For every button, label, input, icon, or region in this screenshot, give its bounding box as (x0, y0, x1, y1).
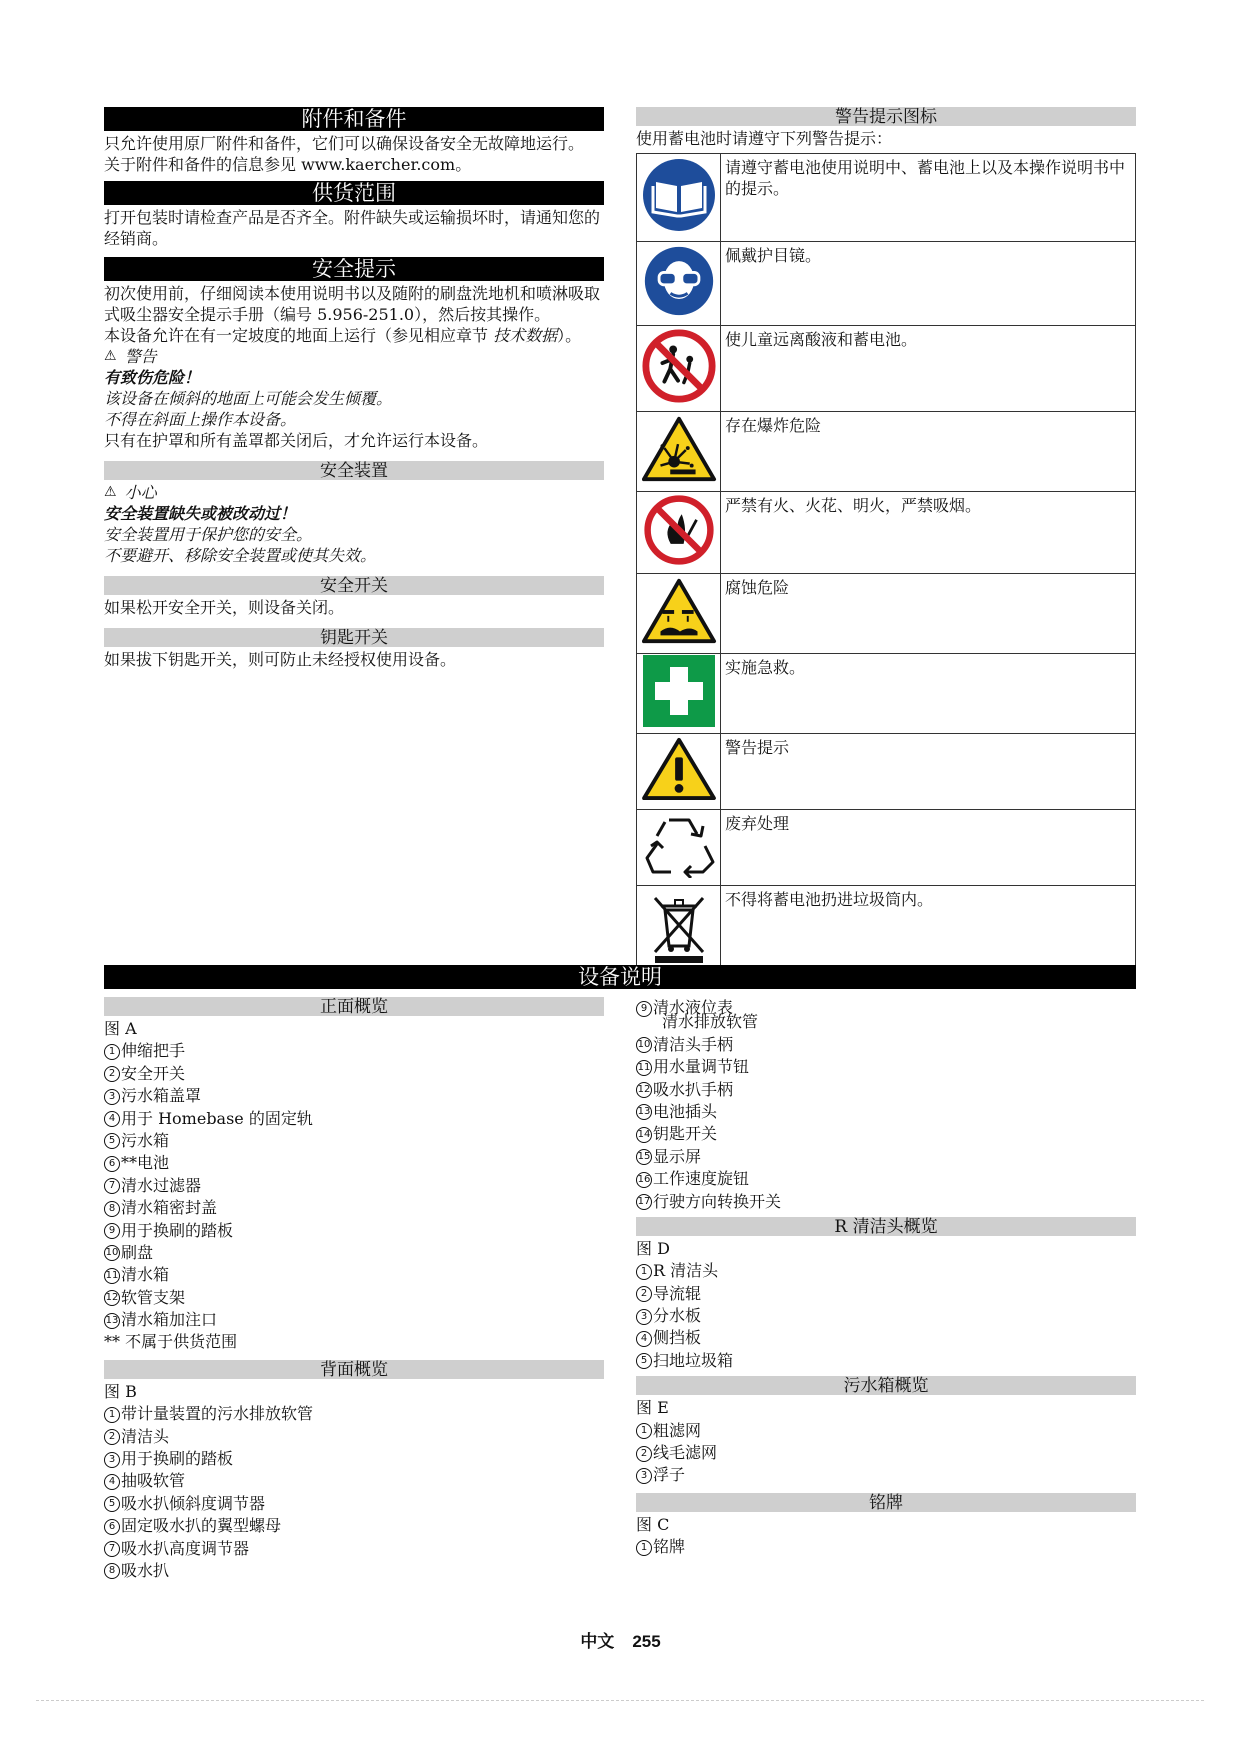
warning-label-line (104, 346, 604, 367)
caution-line-1: 安全装置用于保护您的安全。 (104, 525, 313, 544)
keep-children-away-icon (641, 328, 717, 404)
item-label: 铭牌 (653, 1537, 686, 1557)
item-number: 16 (636, 1172, 652, 1188)
item-label: 带计量装置的污水排放软管 (121, 1404, 314, 1424)
item-label: 用于换刷的踏板 (121, 1220, 234, 1240)
list-item (104, 1242, 604, 1264)
item-label: 扫地垃圾箱 (653, 1350, 734, 1370)
item-number: 2 (636, 1286, 652, 1302)
list-item (104, 1130, 604, 1152)
list-item (636, 1420, 1136, 1442)
back-figure-label: 图 B (104, 1381, 137, 1401)
warning-icon (641, 736, 717, 802)
item-label: 抽吸软管 (121, 1471, 186, 1491)
item-label: 吸水扒 (121, 1560, 170, 1580)
item-number: 8 (104, 1201, 120, 1217)
nameplate-heading: 铭牌 (636, 1493, 1136, 1512)
list-item (104, 1197, 604, 1219)
item-label: R 清洁头 (653, 1261, 719, 1281)
dirty-tank-heading: 污水箱概览 (636, 1376, 1136, 1395)
divider (36, 1700, 1204, 1701)
item-number: 13 (104, 1313, 120, 1329)
item-number: 11 (104, 1268, 120, 1284)
item-label: 导流辊 (653, 1283, 702, 1303)
item-number: 3 (104, 1452, 120, 1468)
warning-label: 警告 (124, 347, 157, 366)
row-text: 严禁有火、火花、明火，严禁吸烟。 (721, 492, 1136, 574)
item-label: 线毛滤网 (653, 1443, 718, 1463)
recycle-icon (643, 812, 715, 878)
item-label: 粗滤网 (653, 1420, 702, 1440)
left-column (104, 107, 604, 670)
item-label: 清水过滤器 (121, 1175, 202, 1195)
list-item (104, 1175, 604, 1197)
item-label: 工作速度旋钮 (653, 1169, 750, 1189)
item-number: 8 (104, 1563, 120, 1579)
list-item (104, 1493, 604, 1515)
list-item (104, 1309, 604, 1331)
back-overview-list (104, 1403, 604, 1582)
list-item (104, 1040, 604, 1062)
scope-text: 打开包装时请检查产品是否齐全。附件缺失或运输损坏时，请通知您的经销商。 (104, 208, 601, 248)
item-label: **电池 (121, 1153, 170, 1173)
caution-label-line (104, 482, 604, 503)
back-overview-list-continued (636, 1034, 1136, 1213)
footer-language: 中文 (580, 1632, 615, 1651)
item-number: 7 (104, 1541, 120, 1557)
item-number: 9 (104, 1223, 120, 1239)
item-number: 2 (636, 1446, 652, 1462)
icon-cell (637, 734, 721, 810)
item-label: 显示屏 (653, 1146, 702, 1166)
right-column (636, 107, 1136, 972)
item-number: 12 (636, 1082, 652, 1098)
item-label: 清水箱加注口 (121, 1310, 218, 1330)
icon-cell (637, 154, 721, 242)
safety-text-2a: 本设备允许在有一定坡度的地面上运行（参见相应章节 (104, 326, 489, 345)
item-label: 用水量调节钮 (653, 1057, 750, 1077)
caution-title: 安全装置缺失或被改动过！ (104, 504, 297, 523)
list-item (636, 1464, 1136, 1486)
nameplate-list (636, 1536, 1136, 1558)
safety-switch-heading: 安全开关 (104, 576, 604, 595)
item-label: 安全开关 (121, 1063, 186, 1083)
explosion-icon (641, 414, 717, 484)
list-item (636, 1327, 1136, 1349)
item-label: 污水箱盖罩 (121, 1086, 202, 1106)
item-number: 2 (104, 1429, 120, 1445)
item-number: 13 (636, 1104, 652, 1120)
item-label: 用于换刷的踏板 (121, 1449, 234, 1469)
device-description-heading: 设备说明 (104, 965, 1136, 989)
item-label: 污水箱 (121, 1130, 170, 1150)
row-text: 废弃处理 (721, 810, 1136, 886)
row-text: 腐蚀危险 (721, 574, 1136, 654)
item-label: 清洁头 (121, 1426, 170, 1446)
back-overview-heading: 背面概览 (104, 1360, 604, 1379)
warning-triangle-icon: ⚠ (104, 348, 117, 364)
list-item (104, 1515, 604, 1537)
read-manual-icon (640, 156, 718, 234)
list-item (636, 1056, 1136, 1078)
item-number: 5 (104, 1496, 120, 1512)
list-item: 清水排放软管 (662, 1012, 759, 1032)
accessories-heading: 附件和备件 (104, 107, 604, 131)
page-number: 255 (632, 1632, 661, 1651)
safety-heading: 安全提示 (104, 257, 604, 281)
item-number: 3 (104, 1089, 120, 1105)
item-label: 用于 Homebase 的固定轨 (121, 1108, 313, 1128)
item-label: 分水板 (653, 1306, 702, 1326)
corrosive-icon (641, 576, 717, 646)
icon-cell (637, 574, 721, 654)
list-item (636, 1146, 1136, 1168)
list-item (104, 1063, 604, 1085)
item-number: 1 (636, 1423, 652, 1439)
table-row (637, 326, 1136, 412)
row-text: 不得将蓄电池扔进垃圾筒内。 (721, 886, 1136, 972)
r-head-heading: R 清洁头概览 (636, 1217, 1136, 1236)
row-text: 实施急救。 (721, 654, 1136, 734)
warning-line-2: 不得在斜面上操作本设备。 (104, 410, 297, 429)
item-number: 17 (636, 1194, 652, 1210)
list-item (104, 1470, 604, 1492)
devices-heading: 安全装置 (104, 461, 604, 480)
item-number: 6 (104, 1156, 120, 1172)
list-item (104, 1264, 604, 1286)
description-right-column (636, 997, 1136, 1559)
item-number: 3 (636, 1468, 652, 1484)
item-number: 15 (636, 1149, 652, 1165)
table-row (637, 154, 1136, 242)
item-label: 固定吸水扒的翼型螺母 (121, 1516, 282, 1536)
no-fire-icon (643, 494, 715, 566)
table-row (637, 886, 1136, 972)
list-item (104, 1085, 604, 1107)
item-label: 吸水扒高度调节器 (121, 1538, 250, 1558)
item-label: 电池插头 (653, 1101, 718, 1121)
icon-cell (637, 654, 721, 734)
row-text: 使儿童远离酸液和蓄电池。 (721, 326, 1136, 412)
list-item (104, 1560, 604, 1582)
row-text: 警告提示 (721, 734, 1136, 810)
accessories-text-1: 只允许使用原厂附件和备件，它们可以确保设备安全无故障地运行。 (104, 134, 585, 153)
item-number: 12 (104, 1290, 120, 1306)
item-label: 行驶方向转换开关 (653, 1191, 782, 1211)
front-figure-label: 图 A (104, 1019, 137, 1038)
item-label: 钥匙开关 (653, 1124, 718, 1144)
r-head-list (636, 1260, 1136, 1372)
list-item (636, 1442, 1136, 1464)
item-number: 1 (636, 1264, 652, 1280)
safety-text-2 (104, 325, 604, 346)
safety-text-2c: ）。 (557, 326, 582, 345)
safety-text-3: 只有在护罩和所有盖罩都关闭后，才允许运行本设备。 (104, 431, 489, 450)
safety-switch-text: 如果松开安全开关，则设备关闭。 (104, 598, 345, 617)
table-row (637, 574, 1136, 654)
row-text: 请遵守蓄电池使用说明中、蓄电池上以及本操作说明书中的提示。 (721, 154, 1136, 242)
item-label: 清水液位表 (653, 998, 734, 1017)
item-label: 浮子 (653, 1465, 686, 1485)
item-label: 刷盘 (121, 1242, 154, 1262)
item-number: 4 (636, 1331, 652, 1347)
icon-cell (637, 326, 721, 412)
list-item (636, 1168, 1136, 1190)
list-item (636, 1123, 1136, 1145)
warning-symbols-heading: 警告提示图标 (636, 107, 1136, 126)
list-item (104, 1220, 604, 1242)
list-item (636, 1283, 1136, 1305)
list-item (636, 1536, 1136, 1558)
item-number: 11 (636, 1060, 652, 1076)
warning-title: 有致伤危险！ (104, 368, 201, 387)
list-item (104, 1108, 604, 1130)
item-number: 3 (636, 1309, 652, 1325)
list-item (104, 1152, 604, 1174)
item-number: 5 (636, 1353, 652, 1369)
list-item (104, 1538, 604, 1560)
key-switch-heading: 钥匙开关 (104, 628, 604, 647)
icon-cell (637, 886, 721, 972)
item-label: 侧挡板 (653, 1328, 702, 1348)
item-label: 清水箱密封盖 (121, 1198, 218, 1218)
warning-symbols-intro: 使用蓄电池时请遵守下列警告提示： (636, 129, 893, 148)
no-trash-bin-icon (649, 888, 709, 964)
icon-cell (637, 412, 721, 492)
dirty-tank-figure-label: 图 E (636, 1398, 669, 1418)
caution-label: 小心 (124, 483, 157, 502)
item-number: 6 (104, 1519, 120, 1535)
front-overview-list (104, 1040, 604, 1331)
accessories-text-2: 关于附件和备件的信息参见 www.kaercher.com。 (104, 155, 472, 174)
tech-data-ref: 技术数据 (493, 326, 558, 345)
safety-text-1: 初次使用前，仔细阅读本使用说明书以及随附的刷盘洗地机和喷淋吸取式吸尘器安全提示手册（编号 5.956-251.0），然后按其操作。 (104, 284, 601, 324)
item-label: 吸水扒倾斜度调节器 (121, 1493, 266, 1513)
item-number: 7 (104, 1178, 120, 1194)
goggles-icon (642, 244, 716, 318)
page-footer (0, 1631, 1241, 1652)
list-item (104, 1426, 604, 1448)
item-number: 9 (636, 1001, 652, 1017)
list-item (636, 1079, 1136, 1101)
item-label: 清洁头手柄 (653, 1034, 734, 1054)
icon-cell (637, 492, 721, 574)
list-item (636, 1350, 1136, 1372)
r-head-figure-label: 图 D (636, 1238, 670, 1258)
description-left-column (104, 997, 604, 1582)
item-number: 5 (104, 1133, 120, 1149)
table-row (637, 242, 1136, 326)
item-number: 10 (636, 1037, 652, 1053)
warning-line-1: 该设备在倾斜的地面上可能会发生倾覆。 (104, 389, 393, 408)
table-row (637, 492, 1136, 574)
warning-symbols-table (636, 153, 1136, 972)
caution-triangle-icon: ⚠ (104, 484, 117, 500)
list-item (104, 1287, 604, 1309)
row-text: 存在爆炸危险 (721, 412, 1136, 492)
key-switch-text: 如果拔下钥匙开关，则可防止未经授权使用设备。 (104, 650, 457, 669)
item-label: 伸缩把手 (121, 1041, 186, 1061)
item-number: 4 (104, 1474, 120, 1490)
table-row (637, 810, 1136, 886)
item-number: 14 (636, 1127, 652, 1143)
list-item (636, 1305, 1136, 1327)
front-overview-heading: 正面概览 (104, 997, 604, 1016)
list-item (104, 1403, 604, 1425)
item-number: 1 (104, 1407, 120, 1423)
list-item (636, 1101, 1136, 1123)
nameplate-figure-label: 图 C (636, 1514, 670, 1534)
table-row (637, 734, 1136, 810)
list-item (104, 1448, 604, 1470)
item-label: 清水箱 (121, 1265, 170, 1285)
item-label: 软管支架 (121, 1287, 186, 1307)
row-text: 佩戴护目镜。 (721, 242, 1136, 326)
item-label: 吸水扒手柄 (653, 1079, 734, 1099)
item-number: 1 (636, 1540, 652, 1556)
first-aid-icon (643, 655, 715, 727)
item-number: 1 (104, 1044, 120, 1060)
table-row (637, 412, 1136, 492)
icon-cell (637, 810, 721, 886)
item-number: 10 (104, 1245, 120, 1261)
list-item (636, 1260, 1136, 1282)
table-row (637, 654, 1136, 734)
list-item (636, 1191, 1136, 1213)
icon-cell (637, 242, 721, 326)
item-number: 4 (104, 1111, 120, 1127)
item-number: 2 (104, 1066, 120, 1082)
front-note: ** 不属于供货范围 (104, 1332, 238, 1352)
caution-line-2: 不要避开、移除安全装置或使其失效。 (104, 546, 377, 565)
list-item (636, 1034, 1136, 1056)
dirty-tank-list (636, 1420, 1136, 1487)
scope-heading: 供货范围 (104, 181, 604, 205)
